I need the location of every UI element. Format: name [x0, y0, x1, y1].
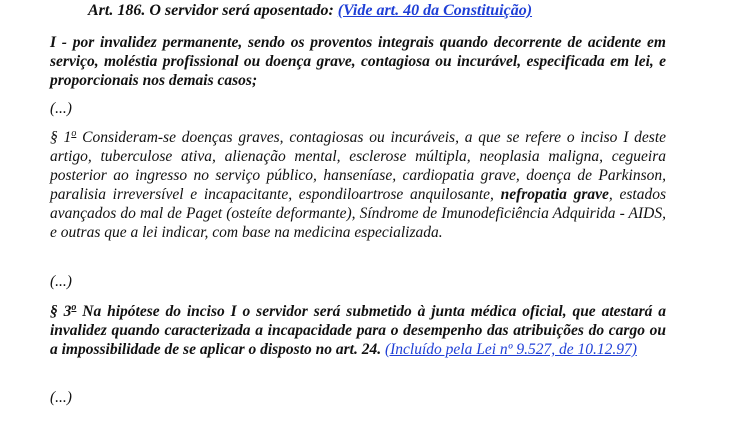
nefropatia-grave-bold: nefropatia grave — [500, 186, 609, 203]
paragraph-3-ordinal: o — [71, 301, 77, 313]
paragraph-3-text: Na hipótese do inciso I o servidor será submetido à junta médica oficial, que atestará a invalidez quando caracterizada a incapacidade para o desempenho das atribuições do cargo ou a impossibilidade de se aplicar o disposto no art. 24. — [50, 303, 667, 358]
paragraph-3-symbol: § 3 — [50, 303, 72, 320]
article-heading-text: Art. 186. O servidor será aposentado: — [88, 2, 334, 19]
ellipsis-3: (...) — [50, 389, 72, 406]
paragraph-1-text-after: , estados avançados do mal de Paget (osteíte deformante), Síndrome de Imunodeficiência Adquirida - AIDS, e outras que a lei indicar, com base na medicina especializada. — [50, 186, 666, 241]
paragraph-1-text-before: Consideram-se doenças graves, contagiosas ou incuráveis, a que se refere o inciso I deste artigo, tuberculose ativa, alienação mental, esclerose múltipla, neoplasia maligna, cegueira posterior ao ingresso no serviço público, hanseníase, cardiopatia grave, doença de Parkinson, paralisia irreversível e incapacitante, espondiloartrose anquilosante, — [50, 129, 667, 203]
vide-constituicao-link[interactable]: (Vide art. 40 da Constituição) — [337, 2, 533, 19]
paragraph-1-symbol: § 1 — [50, 129, 72, 146]
ellipsis-2: (...) — [50, 273, 72, 290]
inciso-i-paragraph: I - por invalidez permanente, sendo os proventos integrais quando decorrente de acidente em serviço, moléstia profissional ou doença grave, contagiosa ou incurável, especificada em lei, e proporcionais nos demais casos; — [50, 34, 666, 89]
paragraph-1-ordinal: o — [71, 127, 77, 139]
paragraph-1 — [50, 128, 666, 242]
incluido-lei-link[interactable]: (Incluído pela Lei nº 9.527, de 10.12.97) — [384, 341, 637, 358]
ellipsis-1: (...) — [50, 100, 72, 117]
article-heading — [88, 1, 532, 21]
paragraph-3 — [50, 302, 666, 359]
